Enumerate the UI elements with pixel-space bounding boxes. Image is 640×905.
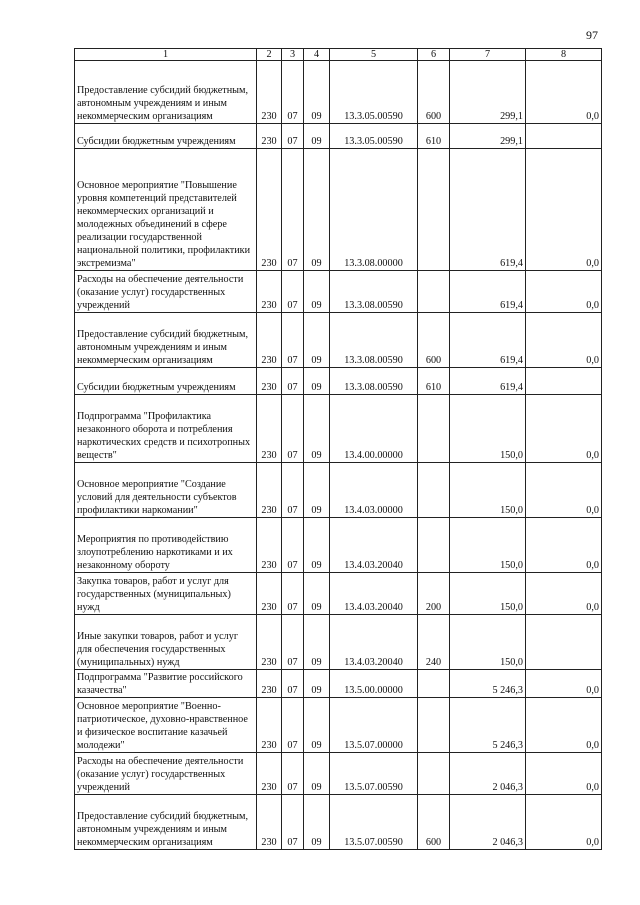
admin-code: 230 [257,698,282,753]
item-name: Мероприятия по противодействию злоупотреблению наркотиками и их незаконному обороту [75,518,257,573]
section-code: 07 [282,61,304,124]
target-article: 13.5.00.00000 [330,670,418,698]
admin-code: 230 [257,753,282,795]
table-row [75,463,602,518]
expense-type [418,753,450,795]
admin-code: 230 [257,795,282,850]
item-name: Предоставление субсидий бюджетным, автономным учреждениям и иным некоммерческим организациям [75,313,257,368]
admin-code: 230 [257,124,282,149]
amount: 619,4 [450,368,526,395]
column-header: 8 [526,49,602,61]
section-code: 07 [282,368,304,395]
table-row [75,149,602,271]
item-name: Основное мероприятие "Создание условий для деятельности субъектов профилактики наркомании" [75,463,257,518]
column-header: 4 [304,49,330,61]
admin-code: 230 [257,463,282,518]
subsection-code: 09 [304,61,330,124]
amount: 150,0 [450,615,526,670]
table-row [75,61,602,124]
target-article: 13.3.08.00000 [330,149,418,271]
amount: 2 046,3 [450,753,526,795]
subsection-code: 09 [304,518,330,573]
item-name: Субсидии бюджетным учреждениям [75,368,257,395]
table-row [75,670,602,698]
amount: 150,0 [450,395,526,463]
section-code: 07 [282,395,304,463]
item-name: Основное мероприятие "Военно-патриотическое, духовно-нравственное и физическое воспитание казачьей молодежи" [75,698,257,753]
item-name: Субсидии бюджетным учреждениям [75,124,257,149]
column-header: 7 [450,49,526,61]
target-article: 13.3.08.00590 [330,271,418,313]
amount-other: 0,0 [526,149,602,271]
column-header: 2 [257,49,282,61]
subsection-code: 09 [304,670,330,698]
target-article: 13.5.07.00590 [330,795,418,850]
amount: 299,1 [450,61,526,124]
subsection-code: 09 [304,573,330,615]
expense-type: 600 [418,61,450,124]
amount-other: 0,0 [526,753,602,795]
subsection-code: 09 [304,795,330,850]
expense-type [418,395,450,463]
amount-other [526,615,602,670]
column-header: 6 [418,49,450,61]
section-code: 07 [282,313,304,368]
target-article: 13.5.07.00590 [330,753,418,795]
expense-type [418,670,450,698]
item-name: Подпрограмма "Профилактика незаконного оборота и потребления наркотических средств и психотропных веществ" [75,395,257,463]
target-article: 13.5.07.00000 [330,698,418,753]
table-row [75,615,602,670]
section-code: 07 [282,518,304,573]
amount-other: 0,0 [526,795,602,850]
expense-type: 600 [418,313,450,368]
column-header: 3 [282,49,304,61]
subsection-code: 09 [304,615,330,670]
amount: 2 046,3 [450,795,526,850]
target-article: 13.3.05.00590 [330,61,418,124]
amount-other: 0,0 [526,313,602,368]
table-header-row [75,49,602,61]
expense-type: 240 [418,615,450,670]
section-code: 07 [282,753,304,795]
admin-code: 230 [257,573,282,615]
table-row [75,573,602,615]
section-code: 07 [282,149,304,271]
admin-code: 230 [257,313,282,368]
target-article: 13.4.03.20040 [330,518,418,573]
admin-code: 230 [257,61,282,124]
amount-other: 0,0 [526,670,602,698]
expense-type: 600 [418,795,450,850]
item-name: Расходы на обеспечение деятельности (оказание услуг) государственных учреждений [75,271,257,313]
section-code: 07 [282,615,304,670]
subsection-code: 09 [304,753,330,795]
item-name: Подпрограмма "Развитие российского казачества" [75,670,257,698]
admin-code: 230 [257,670,282,698]
admin-code: 230 [257,368,282,395]
section-code: 07 [282,573,304,615]
target-article: 13.4.03.00000 [330,463,418,518]
amount: 150,0 [450,573,526,615]
admin-code: 230 [257,271,282,313]
amount: 150,0 [450,518,526,573]
expense-type [418,149,450,271]
section-code: 07 [282,670,304,698]
table-row [75,313,602,368]
subsection-code: 09 [304,368,330,395]
amount: 5 246,3 [450,698,526,753]
section-code: 07 [282,271,304,313]
section-code: 07 [282,698,304,753]
admin-code: 230 [257,149,282,271]
admin-code: 230 [257,518,282,573]
target-article: 13.4.00.00000 [330,395,418,463]
item-name: Основное мероприятие "Повышение уровня компетенций представителей некоммерческих организаций и молодежных объединений в сфере реализации государственной национальной политики, профилактики экстремизма" [75,149,257,271]
amount: 150,0 [450,463,526,518]
amount-other [526,124,602,149]
expense-type: 610 [418,368,450,395]
admin-code: 230 [257,395,282,463]
target-article: 13.4.03.20040 [330,573,418,615]
item-name: Закупка товаров, работ и услуг для государственных (муниципальных) нужд [75,573,257,615]
item-name: Иные закупки товаров, работ и услуг для обеспечения государственных (муниципальных) нужд [75,615,257,670]
subsection-code: 09 [304,149,330,271]
page-number: 97 [586,28,598,42]
amount: 619,4 [450,313,526,368]
amount: 619,4 [450,149,526,271]
amount: 5 246,3 [450,670,526,698]
expense-type [418,271,450,313]
expense-type [418,518,450,573]
admin-code: 230 [257,615,282,670]
budget-table [74,48,602,850]
table-row [75,698,602,753]
item-name: Предоставление субсидий бюджетным, автономным учреждениям и иным некоммерческим организациям [75,795,257,850]
table-row [75,124,602,149]
expense-type: 610 [418,124,450,149]
subsection-code: 09 [304,463,330,518]
subsection-code: 09 [304,271,330,313]
amount-other: 0,0 [526,518,602,573]
amount-other: 0,0 [526,61,602,124]
subsection-code: 09 [304,124,330,149]
table-row [75,395,602,463]
amount-other: 0,0 [526,395,602,463]
expense-type [418,698,450,753]
subsection-code: 09 [304,313,330,368]
expense-type: 200 [418,573,450,615]
expense-type [418,463,450,518]
column-header: 1 [75,49,257,61]
item-name: Расходы на обеспечение деятельности (оказание услуг) государственных учреждений [75,753,257,795]
target-article: 13.3.08.00590 [330,368,418,395]
table-row [75,795,602,850]
section-code: 07 [282,463,304,518]
section-code: 07 [282,795,304,850]
amount-other: 0,0 [526,573,602,615]
target-article: 13.3.05.00590 [330,124,418,149]
target-article: 13.4.03.20040 [330,615,418,670]
amount: 619,4 [450,271,526,313]
table-row [75,753,602,795]
target-article: 13.3.08.00590 [330,313,418,368]
table-row [75,368,602,395]
table-row [75,271,602,313]
section-code: 07 [282,124,304,149]
table-row [75,518,602,573]
amount-other [526,368,602,395]
column-header: 5 [330,49,418,61]
item-name: Предоставление субсидий бюджетным, автономным учреждениям и иным некоммерческим организациям [75,61,257,124]
subsection-code: 09 [304,395,330,463]
amount-other: 0,0 [526,271,602,313]
amount-other: 0,0 [526,698,602,753]
amount-other: 0,0 [526,463,602,518]
subsection-code: 09 [304,698,330,753]
amount: 299,1 [450,124,526,149]
